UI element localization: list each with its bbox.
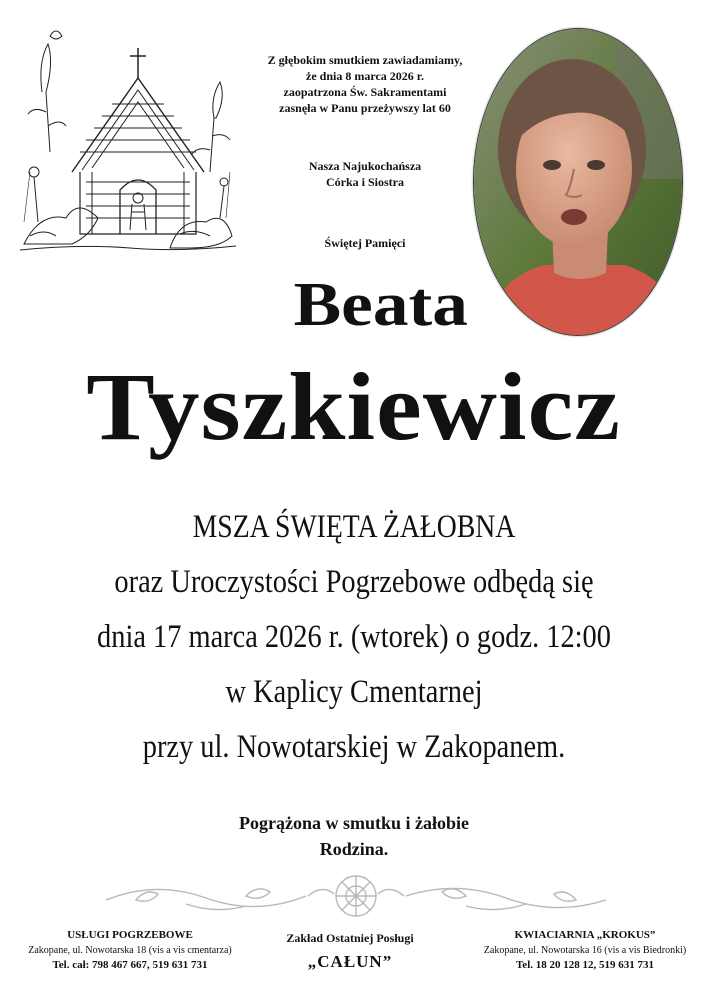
intro-line: zaopatrzona Św. Sakramentami [283, 85, 447, 99]
mass-title: MSZA ŚWIĘTA ŻAŁOBNA [192, 509, 516, 545]
relation-line: Córka i Siostra [326, 175, 404, 189]
relation-text [250, 158, 480, 190]
intro-line: że dnia 8 marca 2026 r. [306, 69, 424, 83]
intro-line: Z głębokim smutkiem zawiadamiamy, [267, 53, 463, 67]
footer-funeral-home [250, 928, 450, 974]
footer-left-phone: Tel. cał: 798 467 667, 519 631 731 [52, 959, 208, 971]
funeral-details [0, 500, 708, 775]
mass-line: przy ul. Nowotarskiej w Zakopanem. [142, 729, 566, 765]
mass-line: dnia 17 marca 2026 r. (wtorek) o godz. 12:00 [97, 619, 611, 655]
family-signature [0, 810, 708, 862]
family-line: Pogrążona w smutku i żałobie [238, 813, 469, 833]
chapel-illustration [20, 22, 236, 258]
memory-label: Świętej Pamięci [324, 236, 406, 250]
footer-center-line1: Zakład Ostatniej Posługi [286, 931, 414, 945]
footer-left-address: Zakopane, ul. Nowotarska 18 (vis a vis cmentarza) [28, 945, 232, 956]
announcement-intro [250, 52, 480, 116]
deceased-surname: Tyszkiewicz [86, 353, 621, 460]
footer-right-address: Zakopane, ul. Nowotarska 16 (vis a vis Biedronki) [483, 945, 687, 956]
footer-center-name: „CAŁUN” [307, 952, 393, 971]
footer-funeral-services [20, 928, 240, 973]
footer-flower-shop [470, 928, 700, 973]
footer-right-title: KWIACIARNIA „KROKUS” [514, 929, 656, 941]
mass-line: oraz Uroczystości Pogrzebowe odbędą się [114, 564, 594, 600]
family-line: Rodzina. [319, 839, 389, 859]
floral-ornament [96, 870, 616, 922]
mass-line: w Kaplicy Cmentarnej [225, 674, 483, 710]
deceased-first-name: Beata [293, 271, 468, 339]
relation-line: Nasza Najukochańsza [308, 159, 422, 173]
intro-line: zasnęła w Panu przeżywszy lat 60 [279, 101, 451, 115]
footer-right-phone: Tel. 18 20 128 12, 519 631 731 [515, 959, 654, 971]
footer-left-title: USŁUGI POGRZEBOWE [67, 929, 193, 941]
